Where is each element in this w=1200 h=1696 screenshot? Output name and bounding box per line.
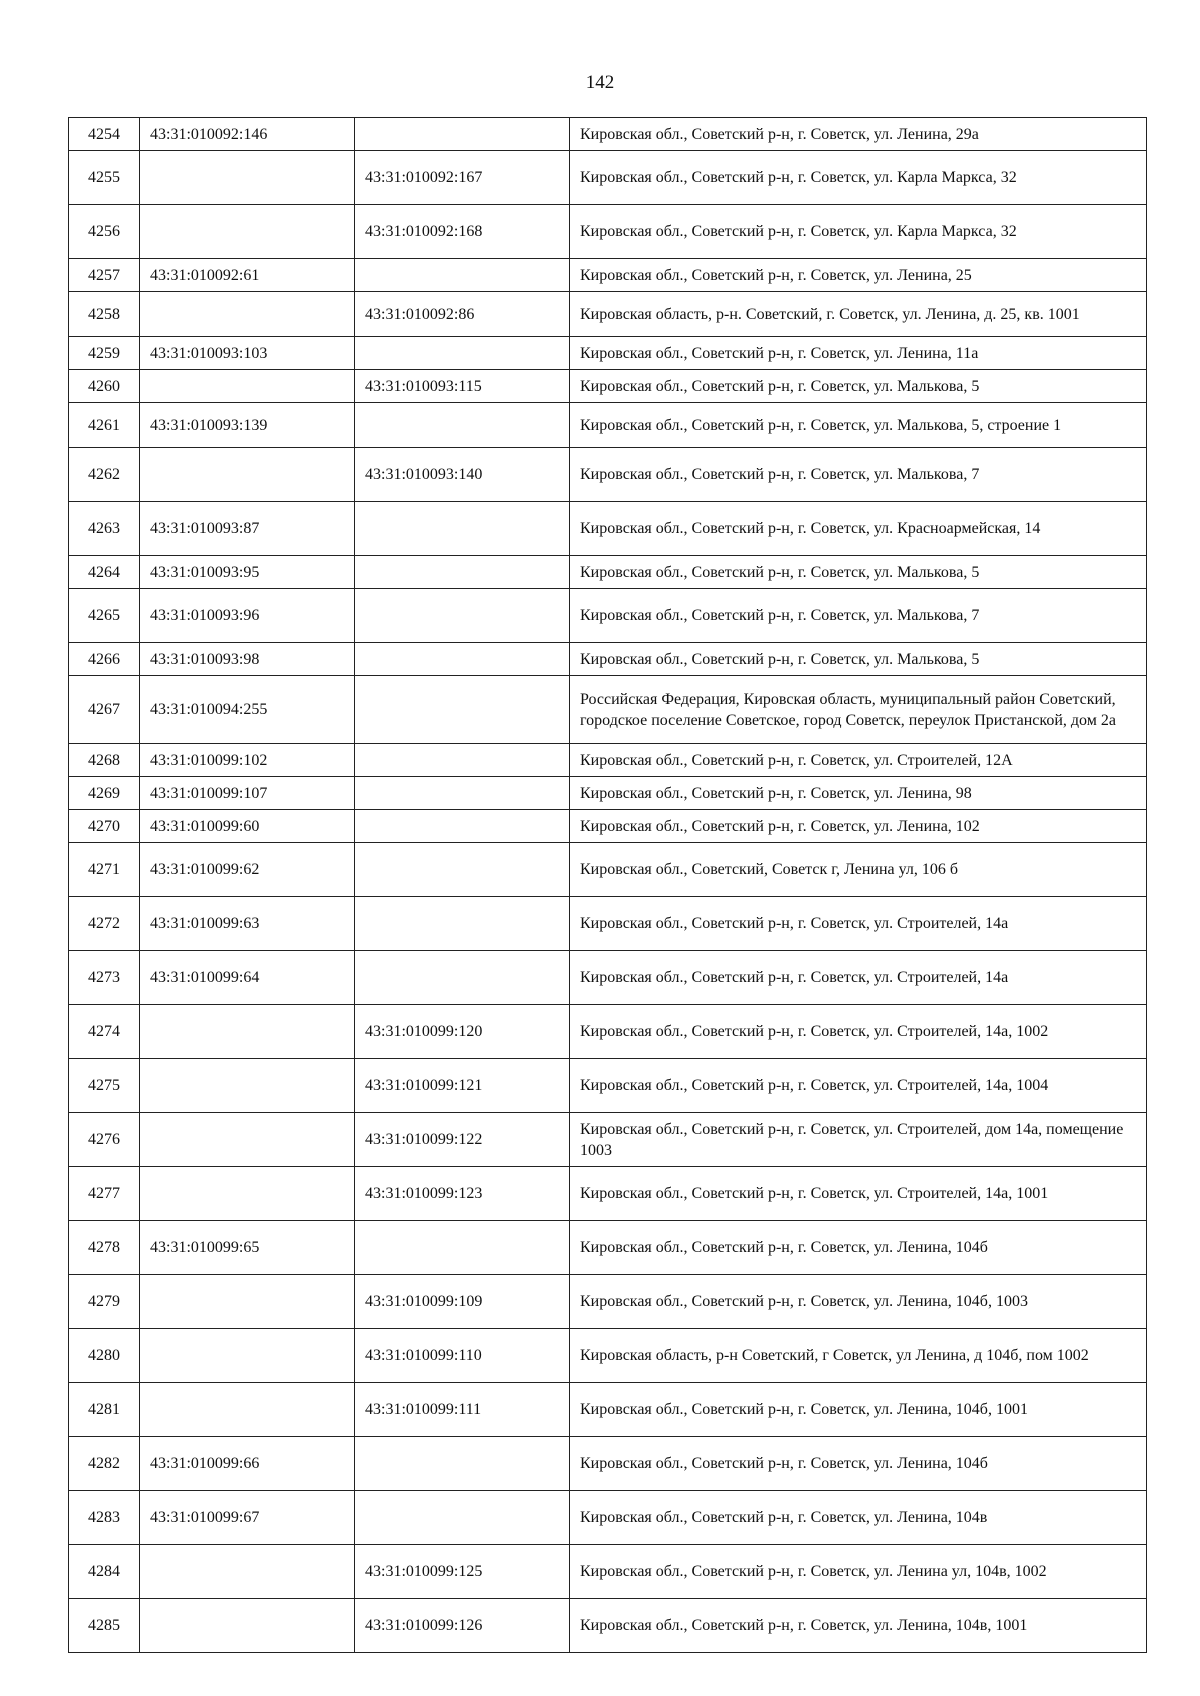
building-cadastral-number-cell: 43:31:010099:120 [355,1005,570,1059]
table-row [69,744,1147,777]
table-row [69,337,1147,370]
row-number-cell: 4273 [69,951,140,1005]
address-cell: Кировская обл., Советский р-н, г. Советск, ул. Строителей, 14а [570,951,1147,1005]
address-cell: Кировская обл., Советский р-н, г. Советск, ул. Ленина, 104в, 1001 [570,1599,1147,1653]
parcel-cadastral-number-cell: 43:31:010093:95 [140,556,355,589]
row-number-cell: 4265 [69,589,140,643]
building-cadastral-number-cell: 43:31:010099:121 [355,1059,570,1113]
parcel-cadastral-number-cell: 43:31:010099:64 [140,951,355,1005]
address-cell: Кировская обл., Советский р-н, г. Советск, ул. Малькова, 7 [570,448,1147,502]
building-cadastral-number-cell [355,589,570,643]
row-number-cell: 4255 [69,151,140,205]
row-number-cell: 4281 [69,1383,140,1437]
building-cadastral-number-cell [355,556,570,589]
row-number-cell: 4270 [69,810,140,843]
row-number-cell: 4282 [69,1437,140,1491]
row-number-cell: 4269 [69,777,140,810]
parcel-cadastral-number-cell: 43:31:010099:102 [140,744,355,777]
building-cadastral-number-cell [355,337,570,370]
address-cell: Кировская обл., Советский р-н, г. Советск, ул. Строителей, 14а, 1004 [570,1059,1147,1113]
address-cell: Кировская обл., Советский р-н, г. Советск, ул. Карла Маркса, 32 [570,205,1147,259]
building-cadastral-number-cell: 43:31:010099:123 [355,1167,570,1221]
parcel-cadastral-number-cell: 43:31:010094:255 [140,676,355,744]
address-cell: Кировская обл., Советский р-н, г. Советск, ул. Ленина, 102 [570,810,1147,843]
table-row [69,589,1147,643]
parcel-cadastral-number-cell: 43:31:010093:139 [140,403,355,448]
building-cadastral-number-cell [355,951,570,1005]
parcel-cadastral-number-cell [140,1599,355,1653]
parcel-cadastral-number-cell: 43:31:010099:66 [140,1437,355,1491]
table-row [69,951,1147,1005]
row-number-cell: 4276 [69,1113,140,1167]
address-cell: Кировская обл., Советский р-н, г. Советск, ул. Ленина, 25 [570,259,1147,292]
address-cell: Кировская обл., Советский р-н, г. Советск, ул. Строителей, 12А [570,744,1147,777]
table-row [69,1275,1147,1329]
table-row [69,259,1147,292]
building-cadastral-number-cell [355,676,570,744]
table-row [69,843,1147,897]
row-number-cell: 4284 [69,1545,140,1599]
address-cell: Кировская область, р-н Советский, г Советск, ул Ленина, д 104б, пом 1002 [570,1329,1147,1383]
parcel-cadastral-number-cell [140,1545,355,1599]
address-cell: Кировская обл., Советский р-н, г. Советск, ул. Малькова, 7 [570,589,1147,643]
row-number-cell: 4285 [69,1599,140,1653]
building-cadastral-number-cell: 43:31:010093:140 [355,448,570,502]
address-cell: Кировская обл., Советский р-н, г. Советск, ул. Малькова, 5, строение 1 [570,403,1147,448]
parcel-cadastral-number-cell: 43:31:010092:61 [140,259,355,292]
row-number-cell: 4271 [69,843,140,897]
table-row [69,151,1147,205]
parcel-cadastral-number-cell [140,1275,355,1329]
building-cadastral-number-cell [355,643,570,676]
table-row [69,292,1147,337]
parcel-cadastral-number-cell [140,1113,355,1167]
table-row [69,1329,1147,1383]
table-row [69,118,1147,151]
parcel-cadastral-number-cell [140,151,355,205]
building-cadastral-number-cell [355,810,570,843]
address-cell: Кировская обл., Советский р-н, г. Советск, ул. Ленина, 29а [570,118,1147,151]
building-cadastral-number-cell: 43:31:010099:109 [355,1275,570,1329]
row-number-cell: 4259 [69,337,140,370]
parcel-cadastral-number-cell: 43:31:010093:103 [140,337,355,370]
address-cell: Кировская обл., Советский р-н, г. Советск, ул. Ленина, 104б [570,1221,1147,1275]
row-number-cell: 4256 [69,205,140,259]
row-number-cell: 4268 [69,744,140,777]
address-cell: Кировская обл., Советский р-н, г. Советск, ул. Строителей, 14а [570,897,1147,951]
address-cell: Российская Федерация, Кировская область, муниципальный район Советский, городское поселение Советское, город Советск, переулок Пристанской, дом 2а [570,676,1147,744]
building-cadastral-number-cell [355,502,570,556]
table-row [69,1221,1147,1275]
row-number-cell: 4262 [69,448,140,502]
parcel-cadastral-number-cell [140,1059,355,1113]
parcel-cadastral-number-cell [140,1005,355,1059]
table-row [69,897,1147,951]
row-number-cell: 4258 [69,292,140,337]
address-cell: Кировская область, р-н. Советский, г. Советск, ул. Ленина, д. 25, кв. 1001 [570,292,1147,337]
address-cell: Кировская обл., Советский р-н, г. Советск, ул. Малькова, 5 [570,556,1147,589]
parcel-cadastral-number-cell: 43:31:010099:63 [140,897,355,951]
address-cell: Кировская обл., Советский р-н, г. Советск, ул. Строителей, 14а, 1001 [570,1167,1147,1221]
row-number-cell: 4257 [69,259,140,292]
address-cell: Кировская обл., Советский р-н, г. Советск, ул. Ленина, 104в [570,1491,1147,1545]
address-cell: Кировская обл., Советский р-н, г. Советск, ул. Строителей, дом 14а, помещение 1003 [570,1113,1147,1167]
table-row [69,1383,1147,1437]
address-cell: Кировская обл., Советский р-н, г. Советск, ул. Ленина, 104б, 1003 [570,1275,1147,1329]
parcel-cadastral-number-cell [140,1383,355,1437]
row-number-cell: 4280 [69,1329,140,1383]
table-row [69,1491,1147,1545]
parcel-cadastral-number-cell [140,448,355,502]
address-cell: Кировская обл., Советский р-н, г. Советск, ул. Строителей, 14а, 1002 [570,1005,1147,1059]
address-cell: Кировская обл., Советский р-н, г. Советск, ул. Малькова, 5 [570,370,1147,403]
building-cadastral-number-cell: 43:31:010099:122 [355,1113,570,1167]
building-cadastral-number-cell [355,744,570,777]
address-cell: Кировская обл., Советский, Советск г, Ленина ул, 106 б [570,843,1147,897]
building-cadastral-number-cell [355,403,570,448]
building-cadastral-number-cell [355,897,570,951]
row-number-cell: 4261 [69,403,140,448]
parcel-cadastral-number-cell [140,1167,355,1221]
building-cadastral-number-cell: 43:31:010099:125 [355,1545,570,1599]
parcel-cadastral-number-cell: 43:31:010092:146 [140,118,355,151]
row-number-cell: 4260 [69,370,140,403]
table-row [69,810,1147,843]
building-cadastral-number-cell: 43:31:010092:86 [355,292,570,337]
address-cell: Кировская обл., Советский р-н, г. Советск, ул. Ленина, 104б [570,1437,1147,1491]
table-row [69,643,1147,676]
parcel-cadastral-number-cell: 43:31:010099:65 [140,1221,355,1275]
table-row [69,1545,1147,1599]
building-cadastral-number-cell: 43:31:010099:126 [355,1599,570,1653]
row-number-cell: 4263 [69,502,140,556]
parcel-cadastral-number-cell [140,205,355,259]
row-number-cell: 4254 [69,118,140,151]
building-cadastral-number-cell: 43:31:010099:111 [355,1383,570,1437]
table-row [69,1167,1147,1221]
building-cadastral-number-cell [355,843,570,897]
row-number-cell: 4277 [69,1167,140,1221]
table-row [69,556,1147,589]
address-cell: Кировская обл., Советский р-н, г. Советск, ул. Малькова, 5 [570,643,1147,676]
table-row [69,1437,1147,1491]
row-number-cell: 4274 [69,1005,140,1059]
parcel-cadastral-number-cell: 43:31:010093:96 [140,589,355,643]
parcel-cadastral-number-cell: 43:31:010093:98 [140,643,355,676]
parcel-cadastral-number-cell [140,292,355,337]
page-number: 142 [585,72,615,93]
building-cadastral-number-cell [355,259,570,292]
parcel-cadastral-number-cell: 43:31:010099:62 [140,843,355,897]
row-number-cell: 4278 [69,1221,140,1275]
parcel-cadastral-number-cell: 43:31:010093:87 [140,502,355,556]
address-cell: Кировская обл., Советский р-н, г. Советск, ул. Ленина ул, 104в, 1002 [570,1545,1147,1599]
building-cadastral-number-cell [355,777,570,810]
parcel-cadastral-number-cell: 43:31:010099:60 [140,810,355,843]
building-cadastral-number-cell: 43:31:010092:167 [355,151,570,205]
table-row [69,676,1147,744]
parcel-cadastral-number-cell: 43:31:010099:67 [140,1491,355,1545]
registry-table-body [69,118,1147,1653]
address-cell: Кировская обл., Советский р-н, г. Советск, ул. Ленина, 104б, 1001 [570,1383,1147,1437]
row-number-cell: 4275 [69,1059,140,1113]
address-cell: Кировская обл., Советский р-н, г. Советск, ул. Красноармейская, 14 [570,502,1147,556]
row-number-cell: 4279 [69,1275,140,1329]
building-cadastral-number-cell [355,1491,570,1545]
building-cadastral-number-cell [355,1437,570,1491]
row-number-cell: 4283 [69,1491,140,1545]
table-row [69,448,1147,502]
building-cadastral-number-cell [355,1221,570,1275]
table-row [69,1005,1147,1059]
row-number-cell: 4264 [69,556,140,589]
table-row [69,403,1147,448]
table-row [69,370,1147,403]
parcel-cadastral-number-cell: 43:31:010099:107 [140,777,355,810]
table-row [69,205,1147,259]
registry-table [68,117,1147,1653]
building-cadastral-number-cell: 43:31:010092:168 [355,205,570,259]
table-row [69,1059,1147,1113]
table-row [69,1113,1147,1167]
address-cell: Кировская обл., Советский р-н, г. Советск, ул. Карла Маркса, 32 [570,151,1147,205]
table-row [69,502,1147,556]
address-cell: Кировская обл., Советский р-н, г. Советск, ул. Ленина, 98 [570,777,1147,810]
address-cell: Кировская обл., Советский р-н, г. Советск, ул. Ленина, 11а [570,337,1147,370]
parcel-cadastral-number-cell [140,1329,355,1383]
table-row [69,777,1147,810]
building-cadastral-number-cell: 43:31:010093:115 [355,370,570,403]
row-number-cell: 4267 [69,676,140,744]
building-cadastral-number-cell [355,118,570,151]
row-number-cell: 4272 [69,897,140,951]
building-cadastral-number-cell: 43:31:010099:110 [355,1329,570,1383]
row-number-cell: 4266 [69,643,140,676]
table-row [69,1599,1147,1653]
parcel-cadastral-number-cell [140,370,355,403]
